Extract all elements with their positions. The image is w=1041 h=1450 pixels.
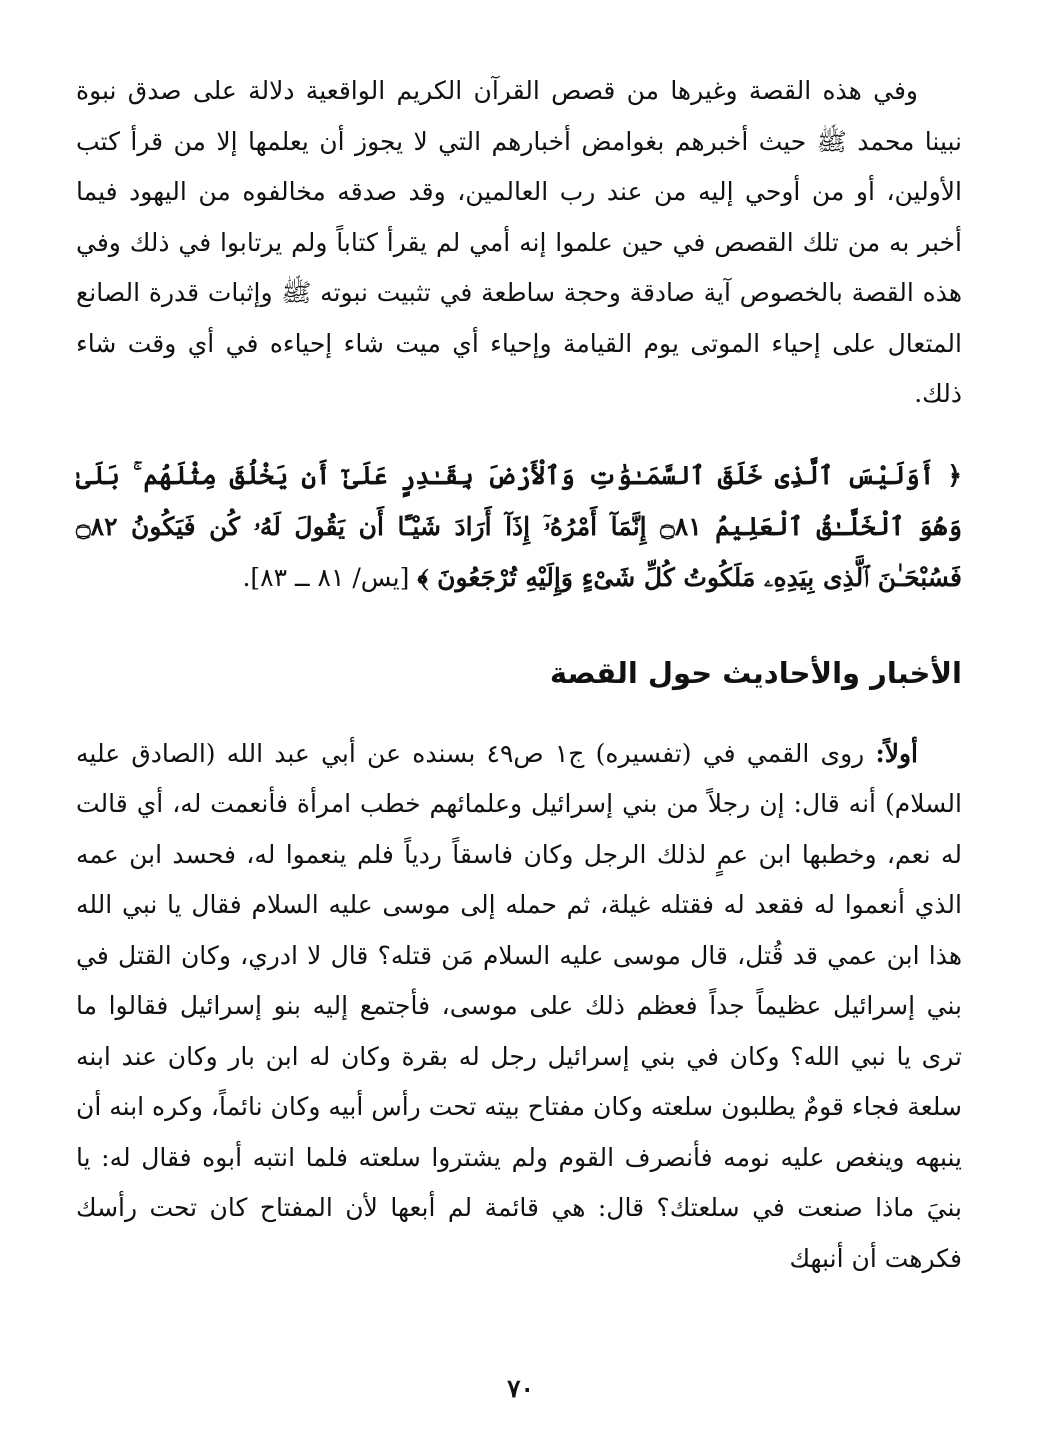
quran-verse-text: ﴿ أَوَلَيْسَ ٱلَّذِى خَلَقَ ٱلسَّمَـٰوَٰتِ وَٱلْأَرْضَ بِقَـٰدِرٍ عَلَىٰٓ أَن يَخْلُقَ مِثْلَهُم ۚ بَلَىٰ وَهُوَ ٱلْخَلَّـٰقُ ٱلْعَلِيمُ ۝٨١ إِنَّمَآ أَمْرُهُۥٓ إِذَآ أَرَادَ شَيْـًٔا أَن يَقُولَ لَهُۥ كُن فَيَكُونُ ۝٨٢ فَسُبْحَـٰنَ ٱلَّذِى بِيَدِهِۦ مَلَكُوتُ كُلِّ شَىْءٍ وَإِلَيْهِ تُرْجَعُونَ ﴾ [76, 460, 962, 592]
page-number: ٧٠ [507, 1374, 534, 1403]
document-page [76, 66, 962, 1284]
paragraph-prophethood [76, 66, 962, 420]
paragraph-narration-lead: أولاً: [875, 738, 919, 768]
quran-quote [76, 450, 962, 603]
paragraph-narration [76, 729, 962, 1285]
quran-reference: [يس/ ٨١ ــ ٨٣]. [242, 562, 410, 592]
paragraph-prophethood-text: وفي هذه القصة وغيرها من قصص القرآن الكريم الواقعية دلالة على صدق نبوة نبينا محمد ﷺ حيث أخبرهم بغوامض أخبارهم التي لا يجوز أن يعلمها إلا من قرأ كتب الأولين، أو من أوحي إليه من عند رب العالمين، وقد صدقه مخالفوه من اليهود فيما أخبر به من تلك القصص في حين علموا إنه أمي لم يقرأ كتاباً ولم يرتابوا في ذلك وفي هذه القصة بالخصوص آية صادقة وحجة ساطعة في تثبيت نبوته ﷺ وإثبات قدرة الصانع المتعال على إحياء الموتى يوم القيامة وإحياء أي ميت شاء إحياءه في أي وقت شاء ذلك. [76, 76, 962, 408]
paragraph-narration-text: روى القمي في (تفسيره) ج١ ص٤٩ بسنده عن أبي عبد الله (الصادق عليه السلام) أنه قال: إن رجلاً من بني إسرائيل وعلمائهم خطب امرأة فأنعمت له، أي قالت له نعم، وخطبها ابن عمٍ لذلك الرجل وكان فاسقاً ردياً فلم ينعموا له، فحسد ابن عمه الذي أنعموا له فقعد له فقتله غيلة، ثم حمله إلى موسى عليه السلام فقال يا نبي الله هذا ابن عمي قد قُتل، قال موسى عليه السلام مَن قتله؟ قال لا ادري، وكان القتل في بني إسرائيل عظيماً جداً فعظم ذلك على موسى، فأجتمع إليه بنو إسرائيل فقالوا ما ترى يا نبي الله؟ وكان في بني إسرائيل رجل له بقرة وكان له ابن بار وكان عند ابنه سلعة فجاء قومٌ يطلبون سلعته وكان مفتاح بيته تحت رأس أبيه وكان نائماً، وكره ابنه أن ينبهه وينغص عليه نومه فأنصرف القوم ولم يشتروا سلعته فلما انتبه أبوه فقال له: يا بنيَ ماذا صنعت في سلعتك؟ قال: هي قائمة لم أبعها لأن المفتاح كان تحت رأسك فكرهت أن أنبهك [76, 738, 962, 1273]
section-heading: الأخبار والأحاديث حول القصة [549, 655, 962, 690]
